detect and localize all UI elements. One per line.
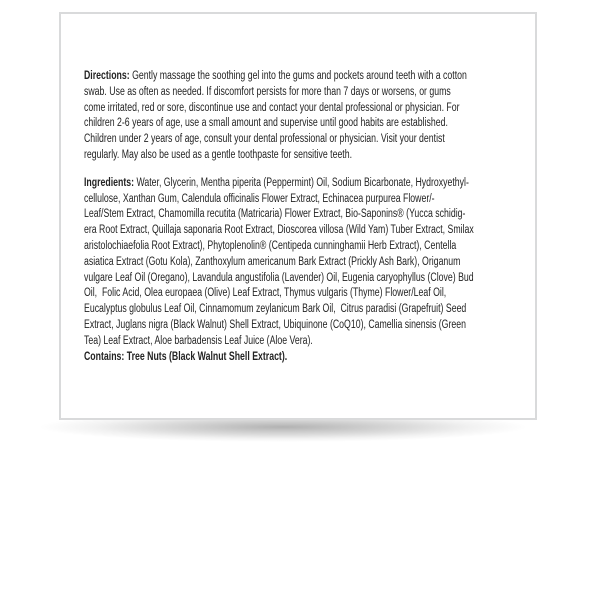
- ingredients-line: era Root Extract, Quillaja saponaria Root Extract, Dioscorea villosa (Wild Yam) Tuber Extract, Smilax: [84, 224, 474, 237]
- ingredients-line: Tea) Leaf Extract, Aloe barbadensis Leaf Juice (Aloe Vera).: [84, 334, 313, 347]
- directions-line: Directions: Gently massage the soothing gel into the gums and pockets around teeth with a cotton: [84, 70, 467, 82]
- ingredients-line: aristolochiaefolia Root Extract), Phytoplenolin® (Centipeda cunninghamii Herb Extract), Centella: [84, 239, 457, 252]
- ingredients-line: Oil, Folic Acid, Olea europaea (Olive) Leaf Extract, Thymus vulgaris (Thyme) Flower/Leaf Oil,: [84, 287, 447, 300]
- ingredients-line: asiatica Extract (Gotu Kola), Zanthoxylum americanum Bark Extract (Prickly Ash Bark), Origanum: [84, 255, 461, 268]
- directions-line: Children under 2 years of age, consult your dental professional or physician. Visit your dentist: [84, 133, 445, 146]
- label-card: [59, 12, 537, 420]
- section-directions: [84, 69, 534, 164]
- ingredients-line: Extract, Juglans nigra (Black Walnut) Shell Extract, Ubiquinone (CoQ10), Camellia sinensis (Green: [84, 318, 466, 331]
- section-contains: [84, 350, 534, 366]
- ingredients-line: Eucalyptus globulus Leaf Oil, Cinnamomum zeylanicum Bark Oil, Citrus paradisi (Grapefruit) Seed: [84, 303, 467, 316]
- directions-line: swab. Use as often as needed. If discomfort persists for more than 7 days or worsens, or gums: [84, 85, 451, 98]
- directions-line: come irritated, red or sore, discontinue use and contact your dental professional or physician. For: [84, 101, 460, 114]
- ingredients-line: cellulose, Xanthan Gum, Calendula officinalis Flower Extract, Echinacea purpurea Flower/-: [84, 192, 435, 205]
- label-text: [84, 69, 534, 365]
- directions-heading: Directions:: [84, 70, 133, 82]
- ingredients-line: Ingredients: Water, Glycerin, Mentha piperita (Peppermint) Oil, Sodium Bicarbonate, Hydroxyethyl-: [84, 176, 469, 189]
- directions-line: children 2-6 years of age, use a small amount and supervise until good habits are established.: [84, 117, 448, 130]
- ingredients-line: Leaf/Stem Extract, Chamomilla recutita (Matricaria) Flower Extract, Bio-Saponins® (Yucca schidig-: [84, 208, 466, 221]
- contains-line: Contains: Tree Nuts (Black Walnut Shell Extract).: [84, 350, 288, 363]
- ingredients-heading: Ingredients:: [84, 176, 137, 189]
- contains-heading: Contains:: [84, 350, 127, 363]
- directions-line: regularly. May also be used as a gentle toothpaste for sensitive teeth.: [84, 148, 353, 161]
- section-ingredients: [84, 176, 534, 350]
- ingredients-line: vulgare Leaf Oil (Oregano), Lavandula angustifolia (Lavender) Oil, Eugenia caryophyllus (Clove) Bud: [84, 271, 474, 284]
